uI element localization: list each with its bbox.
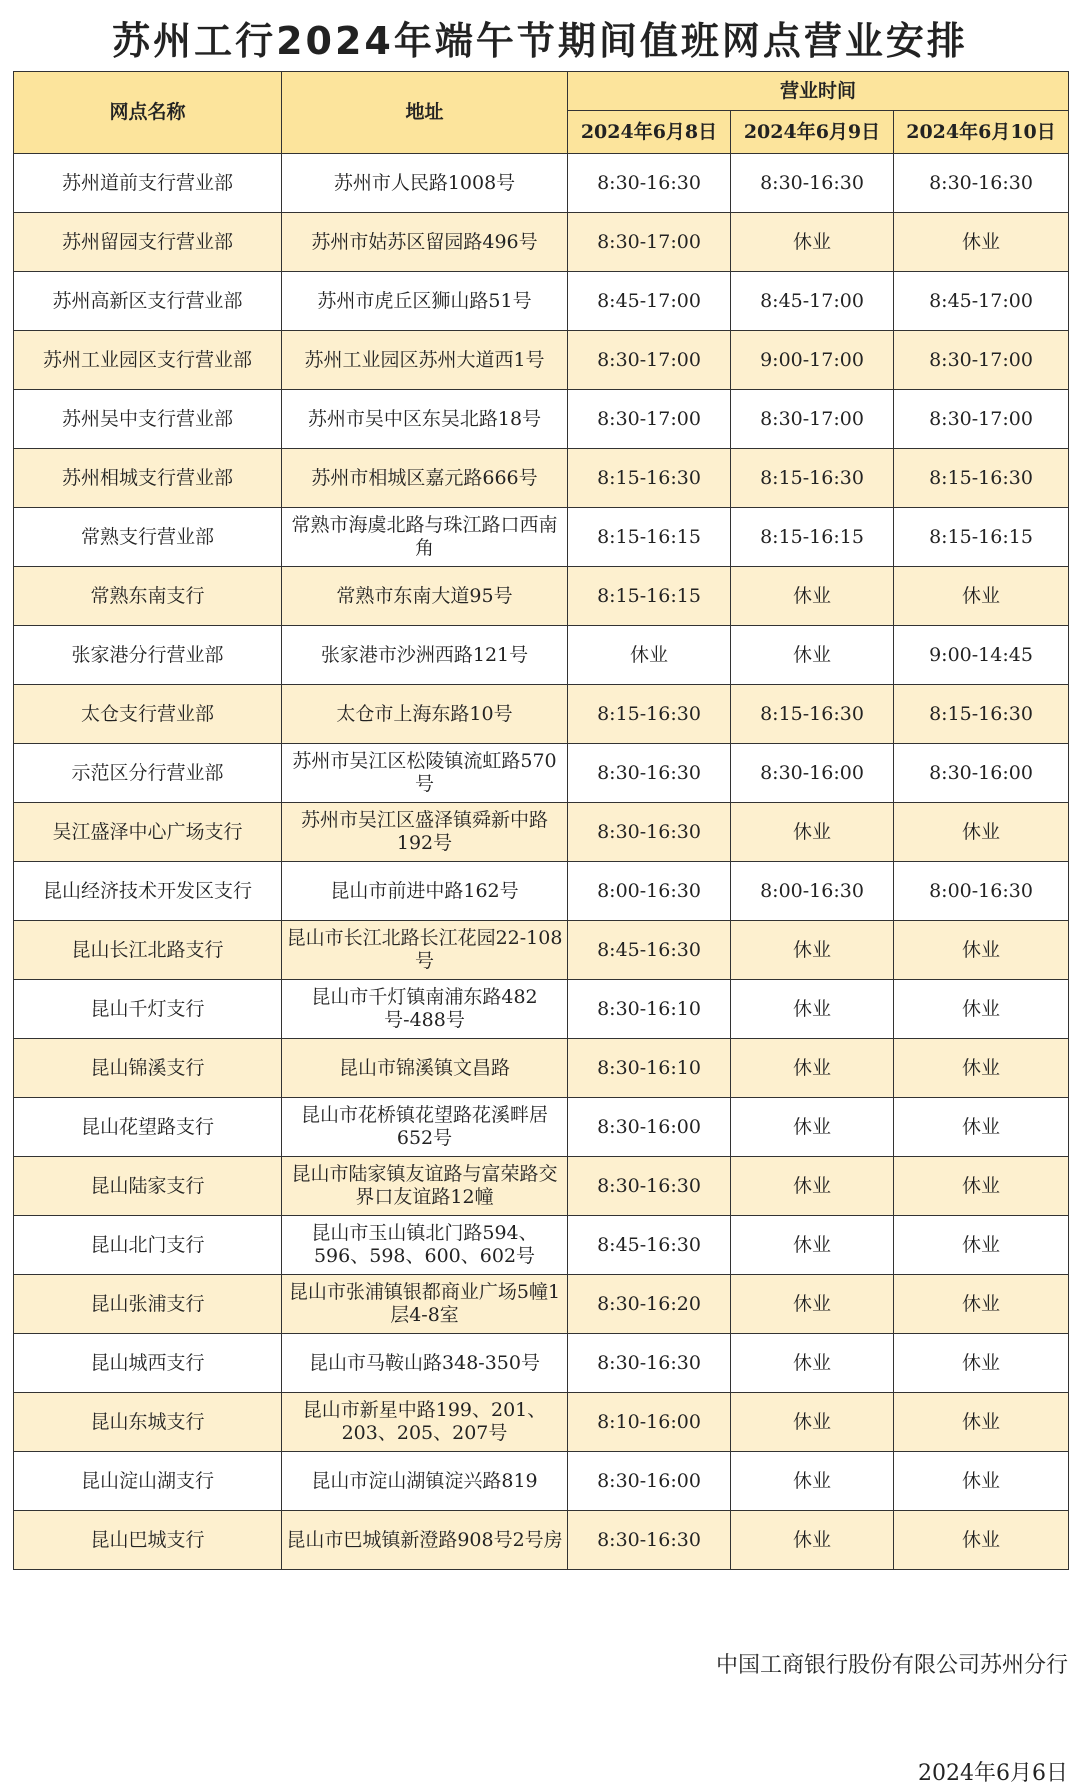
- hours-cell: 休业: [731, 1098, 894, 1157]
- table-row: [14, 1157, 1069, 1216]
- hours-cell: 8:15-16:30: [568, 449, 731, 508]
- hours-cell: 8:30-16:30: [568, 1511, 731, 1570]
- hours-cell: 休业: [731, 1157, 894, 1216]
- table-row: [14, 390, 1069, 449]
- hours-cell: 8:15-16:30: [731, 685, 894, 744]
- hours-cell: 8:45-17:00: [894, 272, 1069, 331]
- table-row: [14, 1275, 1069, 1334]
- hours-cell: 休业: [894, 921, 1069, 980]
- table-row: [14, 449, 1069, 508]
- table-row: [14, 154, 1069, 213]
- hours-cell: 休业: [731, 1039, 894, 1098]
- header-name: 网点名称: [14, 72, 282, 154]
- branch-name-cell: 苏州高新区支行营业部: [14, 272, 282, 331]
- hours-cell: 休业: [731, 213, 894, 272]
- branch-name-cell: 昆山淀山湖支行: [14, 1452, 282, 1511]
- footer-company: 中国工商银行股份有限公司苏州分行: [715, 1653, 1068, 1678]
- hours-cell: 8:30-17:00: [731, 390, 894, 449]
- branch-name-cell: 昆山经济技术开发区支行: [14, 862, 282, 921]
- branch-name-cell: 示范区分行营业部: [14, 744, 282, 803]
- table-row: [14, 744, 1069, 803]
- branch-name-cell: 常熟东南支行: [14, 567, 282, 626]
- address-cell: 苏州市姑苏区留园路496号: [282, 213, 568, 272]
- hours-cell: 8:45-17:00: [731, 272, 894, 331]
- schedule-table: [13, 71, 1069, 1570]
- header-address: 地址: [282, 72, 568, 154]
- header-date: 2024年6月9日: [731, 111, 894, 154]
- address-cell: 昆山市长江北路长江花园22-108号: [282, 921, 568, 980]
- hours-cell: 8:30-17:00: [568, 390, 731, 449]
- table-row: [14, 1452, 1069, 1511]
- branch-name-cell: 昆山张浦支行: [14, 1275, 282, 1334]
- address-cell: 苏州市吴江区松陵镇流虹路570号: [282, 744, 568, 803]
- hours-cell: 8:30-16:00: [568, 1098, 731, 1157]
- hours-cell: 休业: [894, 1157, 1069, 1216]
- hours-cell: 休业: [894, 1039, 1069, 1098]
- hours-cell: 8:30-16:30: [731, 154, 894, 213]
- table-row: [14, 272, 1069, 331]
- branch-name-cell: 苏州相城支行营业部: [14, 449, 282, 508]
- hours-cell: 休业: [894, 803, 1069, 862]
- table-row: [14, 803, 1069, 862]
- table-row: [14, 685, 1069, 744]
- hours-cell: 8:30-16:00: [731, 744, 894, 803]
- hours-cell: 8:30-17:00: [568, 213, 731, 272]
- hours-cell: 8:30-16:00: [568, 1452, 731, 1511]
- header-hours: 营业时间: [568, 72, 1069, 111]
- hours-cell: 8:15-16:15: [568, 508, 731, 567]
- hours-cell: 8:15-16:30: [731, 449, 894, 508]
- branch-name-cell: 苏州道前支行营业部: [14, 154, 282, 213]
- table-row: [14, 1334, 1069, 1393]
- hours-cell: 休业: [894, 1511, 1069, 1570]
- hours-cell: 8:45-16:30: [568, 921, 731, 980]
- address-cell: 昆山市玉山镇北门路594、596、598、600、602号: [282, 1216, 568, 1275]
- table-row: [14, 1393, 1069, 1452]
- table-row: [14, 1511, 1069, 1570]
- hours-cell: 休业: [731, 1452, 894, 1511]
- hours-cell: 休业: [731, 1275, 894, 1334]
- table-row: [14, 1039, 1069, 1098]
- branch-name-cell: 吴江盛泽中心广场支行: [14, 803, 282, 862]
- hours-cell: 休业: [731, 980, 894, 1039]
- hours-cell: 8:15-16:15: [568, 567, 731, 626]
- hours-cell: 8:30-16:20: [568, 1275, 731, 1334]
- hours-cell: 8:30-16:30: [568, 1157, 731, 1216]
- address-cell: 昆山市马鞍山路348-350号: [282, 1334, 568, 1393]
- hours-cell: 8:15-16:30: [894, 685, 1069, 744]
- address-cell: 苏州市虎丘区狮山路51号: [282, 272, 568, 331]
- hours-cell: 8:30-16:00: [894, 744, 1069, 803]
- hours-cell: 休业: [894, 1098, 1069, 1157]
- branch-name-cell: 昆山千灯支行: [14, 980, 282, 1039]
- hours-cell: 休业: [894, 1216, 1069, 1275]
- address-cell: 昆山市新星中路199、201、203、205、207号: [282, 1393, 568, 1452]
- hours-cell: 8:00-16:30: [568, 862, 731, 921]
- address-cell: 苏州市吴中区东吴北路18号: [282, 390, 568, 449]
- address-cell: 常熟市海虞北路与珠江路口西南角: [282, 508, 568, 567]
- table-row: [14, 331, 1069, 390]
- hours-cell: 休业: [731, 1511, 894, 1570]
- hours-cell: 8:15-16:30: [894, 449, 1069, 508]
- hours-cell: 休业: [894, 980, 1069, 1039]
- hours-cell: 8:30-17:00: [894, 390, 1069, 449]
- table-row: [14, 626, 1069, 685]
- hours-cell: 8:30-16:30: [568, 803, 731, 862]
- address-cell: 昆山市淀山湖镇淀兴路819: [282, 1452, 568, 1511]
- table-row: [14, 862, 1069, 921]
- header-date: 2024年6月8日: [568, 111, 731, 154]
- page-title: 苏州工行2024年端午节期间值班网点营业安排: [112, 19, 968, 63]
- header-date: 2024年6月10日: [894, 111, 1069, 154]
- table-row: [14, 1216, 1069, 1275]
- branch-name-cell: 太仓支行营业部: [14, 685, 282, 744]
- footer-date: 2024年6月6日: [918, 1761, 1068, 1786]
- table-row: [14, 213, 1069, 272]
- hours-cell: 8:45-16:30: [568, 1216, 731, 1275]
- branch-name-cell: 昆山陆家支行: [14, 1157, 282, 1216]
- table-row: [14, 1098, 1069, 1157]
- address-cell: 昆山市前进中路162号: [282, 862, 568, 921]
- branch-name-cell: 昆山巴城支行: [14, 1511, 282, 1570]
- address-cell: 苏州市吴江区盛泽镇舜新中路192号: [282, 803, 568, 862]
- branch-name-cell: 昆山锦溪支行: [14, 1039, 282, 1098]
- address-cell: 昆山市张浦镇银都商业广场5幢1层4-8室: [282, 1275, 568, 1334]
- address-cell: 苏州市相城区嘉元路666号: [282, 449, 568, 508]
- hours-cell: 休业: [731, 921, 894, 980]
- address-cell: 苏州工业园区苏州大道西1号: [282, 331, 568, 390]
- hours-cell: 8:00-16:30: [731, 862, 894, 921]
- hours-cell: 8:30-17:00: [568, 331, 731, 390]
- hours-cell: 8:15-16:15: [731, 508, 894, 567]
- hours-cell: 8:45-17:00: [568, 272, 731, 331]
- hours-cell: 8:30-16:30: [568, 1334, 731, 1393]
- hours-cell: 休业: [894, 1334, 1069, 1393]
- hours-cell: 8:30-16:10: [568, 1039, 731, 1098]
- hours-cell: 9:00-17:00: [731, 331, 894, 390]
- address-cell: 昆山市锦溪镇文昌路: [282, 1039, 568, 1098]
- table-row: [14, 567, 1069, 626]
- hours-cell: 休业: [731, 1334, 894, 1393]
- address-cell: 昆山市花桥镇花望路花溪畔居652号: [282, 1098, 568, 1157]
- table-row: [14, 980, 1069, 1039]
- address-cell: 常熟市东南大道95号: [282, 567, 568, 626]
- branch-name-cell: 苏州留园支行营业部: [14, 213, 282, 272]
- hours-cell: 8:15-16:30: [568, 685, 731, 744]
- hours-cell: 休业: [894, 567, 1069, 626]
- branch-name-cell: 苏州吴中支行营业部: [14, 390, 282, 449]
- hours-cell: 8:30-16:10: [568, 980, 731, 1039]
- branch-name-cell: 常熟支行营业部: [14, 508, 282, 567]
- hours-cell: 8:00-16:30: [894, 862, 1069, 921]
- hours-cell: 8:15-16:15: [894, 508, 1069, 567]
- branch-name-cell: 昆山北门支行: [14, 1216, 282, 1275]
- hours-cell: 休业: [894, 1275, 1069, 1334]
- address-cell: 苏州市人民路1008号: [282, 154, 568, 213]
- branch-name-cell: 昆山长江北路支行: [14, 921, 282, 980]
- table-row: [14, 508, 1069, 567]
- address-cell: 昆山市陆家镇友谊路与富荣路交界口友谊路12幢: [282, 1157, 568, 1216]
- hours-cell: 休业: [894, 1452, 1069, 1511]
- hours-cell: 8:30-17:00: [894, 331, 1069, 390]
- address-cell: 昆山市巴城镇新澄路908号2号房: [282, 1511, 568, 1570]
- hours-cell: 休业: [731, 1216, 894, 1275]
- table-row: [14, 921, 1069, 980]
- address-cell: 张家港市沙洲西路121号: [282, 626, 568, 685]
- hours-cell: 休业: [894, 1393, 1069, 1452]
- hours-cell: 8:30-16:30: [568, 744, 731, 803]
- branch-name-cell: 苏州工业园区支行营业部: [14, 331, 282, 390]
- hours-cell: 8:30-16:30: [894, 154, 1069, 213]
- address-cell: 太仓市上海东路10号: [282, 685, 568, 744]
- branch-name-cell: 张家港分行营业部: [14, 626, 282, 685]
- hours-cell: 休业: [731, 626, 894, 685]
- hours-cell: 8:10-16:00: [568, 1393, 731, 1452]
- branch-name-cell: 昆山花望路支行: [14, 1098, 282, 1157]
- branch-name-cell: 昆山城西支行: [14, 1334, 282, 1393]
- hours-cell: 休业: [894, 213, 1069, 272]
- hours-cell: 休业: [731, 567, 894, 626]
- hours-cell: 休业: [731, 803, 894, 862]
- hours-cell: 休业: [731, 1393, 894, 1452]
- hours-cell: 9:00-14:45: [894, 626, 1069, 685]
- branch-name-cell: 昆山东城支行: [14, 1393, 282, 1452]
- hours-cell: 8:30-16:30: [568, 154, 731, 213]
- hours-cell: 休业: [568, 626, 731, 685]
- address-cell: 昆山市千灯镇南浦东路482号-488号: [282, 980, 568, 1039]
